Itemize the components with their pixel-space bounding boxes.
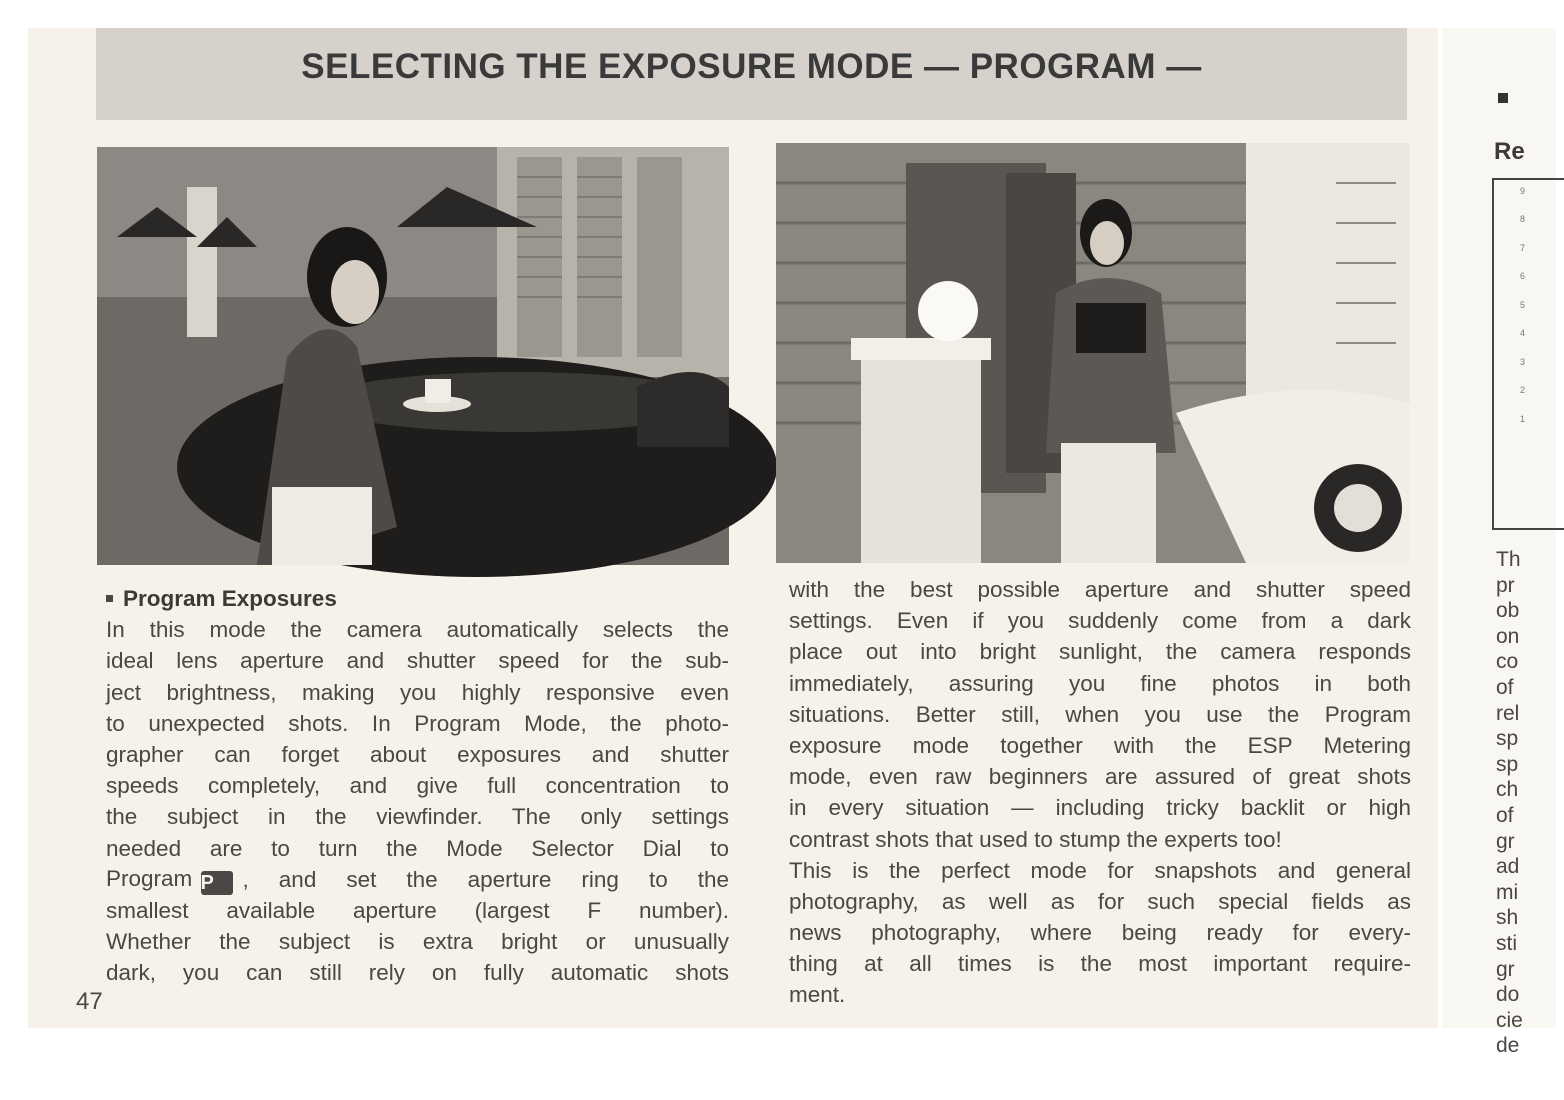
scale-tick: 6 xyxy=(1520,271,1526,281)
program-mode-p-icon: P xyxy=(201,871,233,895)
outdoor-photo xyxy=(776,143,1410,563)
text-line: in every situation — including tricky backlit or high xyxy=(789,795,1411,821)
text-fragment: of xyxy=(1496,803,1514,827)
cafe-photo xyxy=(97,147,729,565)
text-line: contrast shots that used to stump the experts too! xyxy=(789,826,1282,852)
text-line: the subject in the viewfinder. The only settings xyxy=(106,804,729,830)
text-fragment: sp xyxy=(1496,752,1519,776)
text-line: with the best possible aperture and shutter speed xyxy=(789,577,1411,602)
text-fragment: sp xyxy=(1496,727,1519,751)
text-fragment: sti xyxy=(1496,931,1517,955)
right-text-column xyxy=(789,574,1411,1011)
text-line: thing at all times is the most important require- xyxy=(789,951,1411,977)
text-line: settings. Even if you suddenly come from a dark xyxy=(789,608,1411,634)
text-fragment: pr xyxy=(1496,573,1515,597)
left-text-column xyxy=(106,583,729,988)
text-fragment: do xyxy=(1496,983,1520,1007)
text-fragment: rel xyxy=(1496,701,1520,725)
text-fragment: Th xyxy=(1496,548,1521,571)
text-line: ject brightness, making you highly responsive even xyxy=(106,679,729,705)
text-line: to unexpected shots. In Program Mode, the photo- xyxy=(106,710,729,736)
scale-tick: 3 xyxy=(1520,357,1526,367)
text-fragment: gr xyxy=(1496,957,1515,981)
text-fragment: sh xyxy=(1496,906,1519,930)
scale-tick: 5 xyxy=(1520,300,1526,310)
text-line: This is the perfect mode for snapshots and general xyxy=(789,857,1411,883)
scale-tick: 8 xyxy=(1520,214,1526,224)
square-bullet-icon xyxy=(106,595,113,602)
text-line: needed are to turn the Mode Selector Dial to xyxy=(106,835,729,861)
text-line: speeds completely, and give full concentration to xyxy=(106,773,729,799)
text-line: photography, as well as for such special fields as xyxy=(789,888,1411,914)
page-number: 47 xyxy=(76,988,103,1015)
program-line-rest: , and set the aperture ring to the xyxy=(242,866,729,892)
text-line-program xyxy=(106,864,729,895)
square-bullet-icon xyxy=(1498,93,1508,103)
section-heading: Program Exposures xyxy=(106,583,729,614)
text-line: dark, you can still rely on fully automatic shots xyxy=(106,960,729,986)
text-line: mode, even raw beginners are assured of great shots xyxy=(789,764,1411,790)
text-fragment: of xyxy=(1496,675,1514,699)
scale-tick: 7 xyxy=(1520,243,1526,253)
scale-tick: 4 xyxy=(1520,328,1526,338)
text-line: ment. xyxy=(789,982,846,1008)
text-fragment: on xyxy=(1496,624,1520,648)
text-fragment: ch xyxy=(1496,778,1519,802)
text-line: Whether the subject is extra bright or unusually xyxy=(106,929,729,955)
next-page-scale-box xyxy=(1492,178,1564,530)
text-line: grapher can forget about exposures and shutter xyxy=(106,741,729,767)
text-fragment: cie xyxy=(1496,1008,1523,1032)
text-line: immediately, assuring you fine photos in both xyxy=(789,670,1411,696)
text-line: situations. Better still, when you use the Program xyxy=(789,701,1411,727)
scale-tick: 9 xyxy=(1520,186,1526,196)
text-line: exposure mode together with the ESP Metering xyxy=(789,732,1411,758)
page-title: SELECTING THE EXPOSURE MODE — PROGRAM — xyxy=(301,47,1202,86)
text-fragment: mi xyxy=(1496,880,1519,904)
text-fragment: gr xyxy=(1496,829,1515,853)
text-line: In this mode the camera automatically selects the xyxy=(106,617,729,643)
next-page-text-fragments xyxy=(1496,547,1556,1059)
text-line: place out into bright sunlight, the camera responds xyxy=(789,639,1411,665)
text-line: news photography, where being ready for every- xyxy=(789,920,1411,946)
scale-tick: 1 xyxy=(1520,414,1526,424)
next-page-edge xyxy=(1442,28,1556,1058)
page-header-band xyxy=(96,28,1407,120)
program-word: Program xyxy=(106,866,193,892)
text-line: ideal lens aperture and shutter speed for the sub- xyxy=(106,648,729,674)
scale-tick: 2 xyxy=(1520,385,1526,395)
text-fragment: co xyxy=(1496,650,1519,674)
text-fragment: ad xyxy=(1496,855,1520,879)
text-fragment: ob xyxy=(1496,599,1520,623)
next-page-subheading: Re xyxy=(1494,138,1525,165)
text-fragment: de xyxy=(1496,1034,1520,1058)
text-line: smallest available aperture (largest F number). xyxy=(106,897,729,923)
